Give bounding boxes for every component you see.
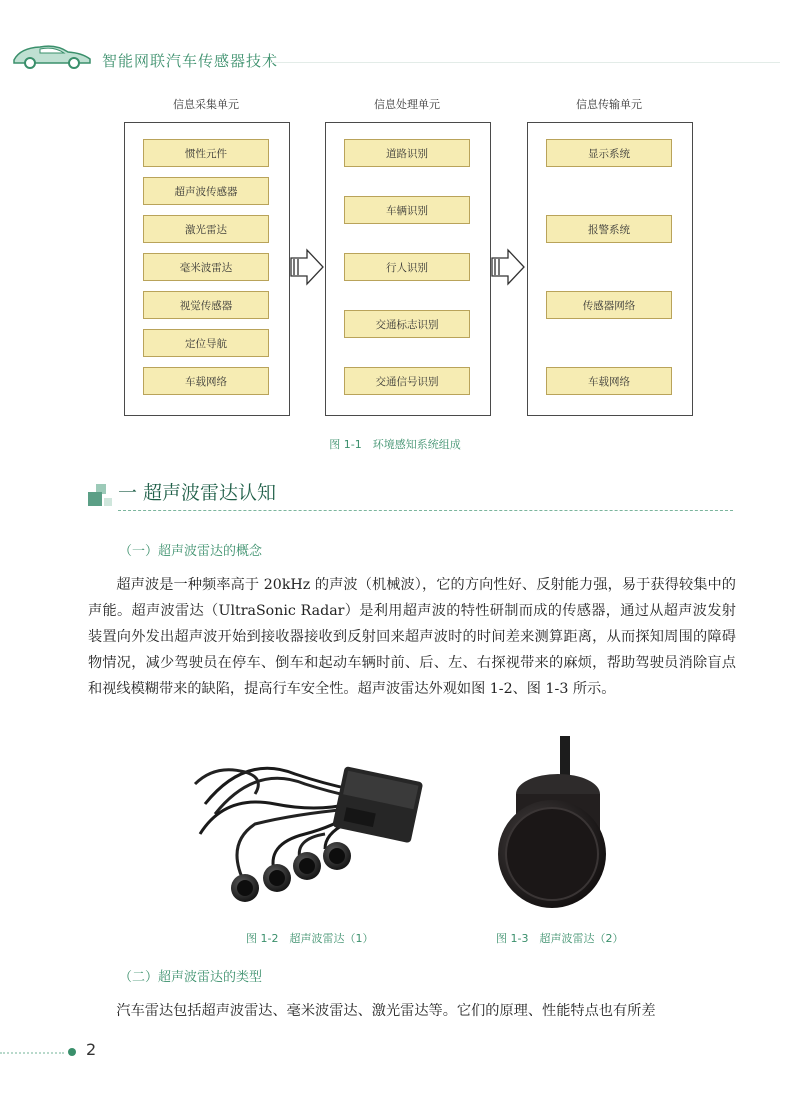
processing-unit-box: [325, 122, 491, 416]
subsection-title: （二）超声波雷达的类型: [119, 970, 263, 985]
column-label-transmission: 信息传输单元: [576, 98, 642, 111]
diagram-node: 交通标志识别: [344, 310, 470, 338]
footer-dots: [0, 1052, 64, 1054]
diagram-node: 车载网络: [546, 367, 672, 395]
diagram-node: 定位导航: [143, 329, 269, 357]
diagram-node: 视觉传感器: [143, 291, 269, 319]
section-title: 一 超声波雷达认知: [118, 482, 277, 504]
decor-square: [104, 498, 112, 506]
diagram-node: 超声波传感器: [143, 177, 269, 205]
subsection-title: （一）超声波雷达的概念: [119, 544, 263, 559]
page-number: 2: [86, 1040, 97, 1059]
diagram-node: 道路识别: [344, 139, 470, 167]
arrow-right-icon: [289, 248, 325, 286]
column-label-acquisition: 信息采集单元: [173, 98, 239, 111]
arrow-right-icon: [490, 248, 526, 286]
acquisition-unit-box: [124, 122, 290, 416]
diagram-node: 交通信号识别: [344, 367, 470, 395]
footer-bullet-icon: [68, 1048, 76, 1056]
diagram-node: 传感器网络: [546, 291, 672, 319]
diagram-node: 毫米波雷达: [143, 253, 269, 281]
page-footer: [0, 1040, 200, 1070]
header-rule: [270, 62, 780, 63]
section-heading: [88, 476, 733, 514]
diagram-node: 惯性元件: [143, 139, 269, 167]
diagram-node: 报警系统: [546, 215, 672, 243]
column-label-processing: 信息处理单元: [374, 98, 440, 111]
diagram-node: 显示系统: [546, 139, 672, 167]
figure-caption: 图 1-1 环境感知系统组成: [329, 438, 461, 451]
section-rule: [118, 510, 733, 511]
transmission-unit-box: [527, 122, 693, 416]
figure-caption: 图 1-2 超声波雷达（1）: [246, 932, 374, 945]
paragraph: 汽车雷达包括超声波雷达、毫米波雷达、激光雷达等。它们的原理、性能特点也有所差: [116, 1003, 656, 1019]
diagram-node: 行人识别: [344, 253, 470, 281]
diagram-node: 激光雷达: [143, 215, 269, 243]
figure-caption: 图 1-3 超声波雷达（2）: [496, 932, 624, 945]
diagram-node: 车辆识别: [344, 196, 470, 224]
ultrasonic-radar-kit-photo: [185, 744, 435, 914]
paragraph: 超声波是一种频率高于 20kHz 的声波（机械波），它的方向性好、反射能力强，易于获得较集中的声能。超声波雷达（UltraSonic Radar）是利用超声波的特性研制而成的传感器，通过从超声波发射装置向外发出超声波开始到接收器接收到反射回来超声波时的时间差来测算距离，从而探知周围的障碍物情况，减少驾驶员在停车、倒车和起动车辆时前、后、左、右探视带来的麻烦，帮助驾驶员消除盲点和视线模糊带来的缺陷，提高行车安全性。超声波雷达外观如图 1-2、图 1-3 所示。: [88, 577, 736, 697]
book-title: 智能网联汽车传感器技术: [102, 52, 279, 70]
diagram-node: 车载网络: [143, 367, 269, 395]
decor-square: [88, 492, 102, 506]
page-header: [10, 40, 780, 76]
car-logo-icon: [10, 40, 94, 70]
ultrasonic-radar-sensor-photo: [496, 736, 612, 912]
